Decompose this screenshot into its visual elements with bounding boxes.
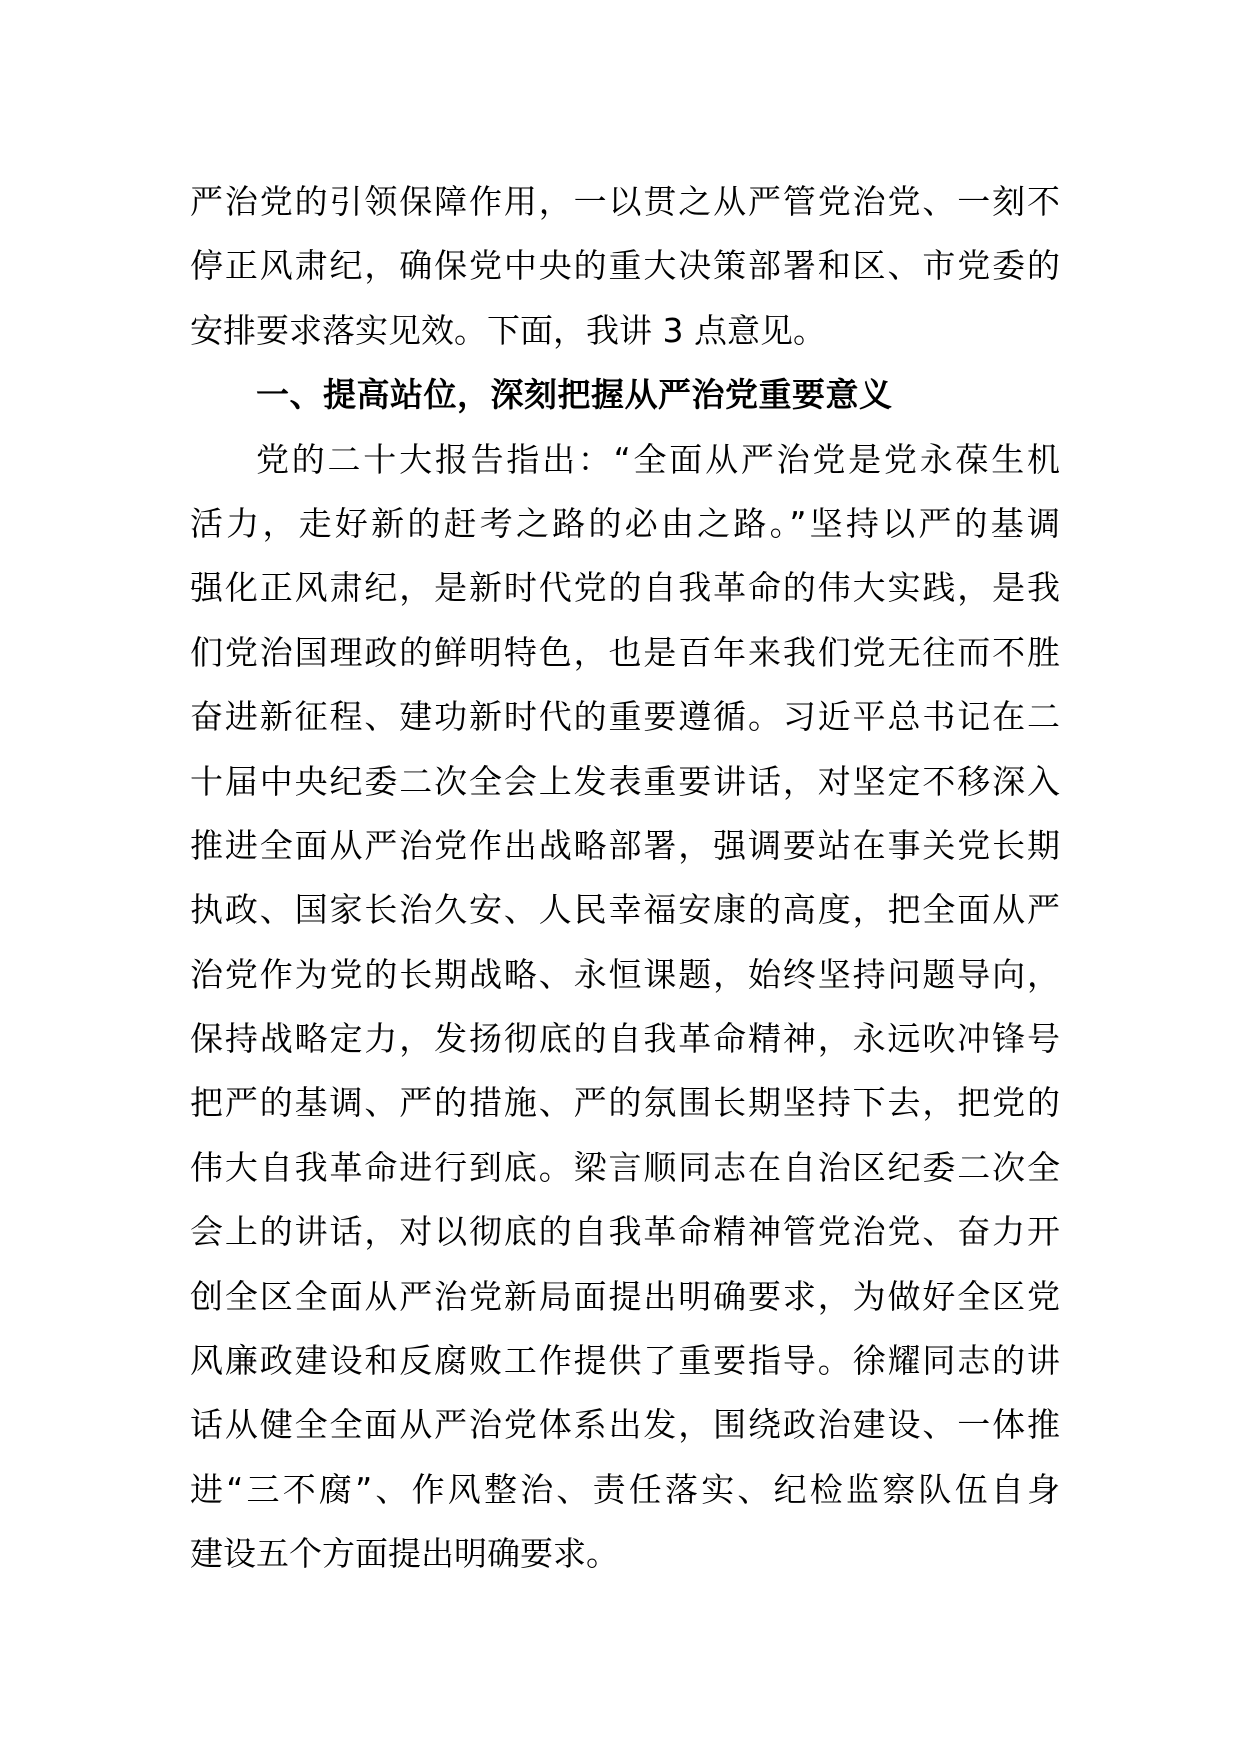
section-heading: 一、提高站位，深刻把握从严治党重要意义	[256, 375, 893, 415]
text-line: 执政、国家长治久安、人民幸福安康的高度，把全面从严	[190, 890, 1060, 930]
text-line: 风廉政建设和反腐败工作提供了重要指导。徐耀同志的讲	[190, 1341, 1060, 1381]
text-line: 治党作为党的长期战略、永恒课题，始终坚持问题导向，	[190, 954, 1060, 994]
document-body	[190, 170, 1060, 1587]
text-line: 伟大自我革命进行到底。梁言顺同志在自治区纪委二次全	[190, 1147, 1060, 1187]
text-line: 党的二十大报告指出：“全面从严治党是党永葆生机	[256, 439, 1060, 479]
text-line: 活力，走好新的赶考之路的必由之路。”坚持以严的基调	[190, 503, 1060, 543]
text-line: 强化正风肃纪，是新时代党的自我革命的伟大实践，是我	[190, 568, 1060, 608]
text-line: 安排要求落实见效。下面，我讲 3 点意见。	[190, 310, 826, 350]
text-line: 会上的讲话，对以彻底的自我革命精神管党治党、奋力开	[190, 1212, 1060, 1252]
text-line: 十届中央纪委二次全会上发表重要讲话，对坚定不移深入	[190, 761, 1060, 801]
text-line: 创全区全面从严治党新局面提出明确要求，为做好全区党	[190, 1276, 1060, 1316]
text-line: 严治党的引领保障作用，一以贯之从严管党治党、一刻不	[190, 182, 1060, 221]
text-line: 停正风肃纪，确保党中央的重大决策部署和区、市党委的	[190, 246, 1060, 286]
text-line: 们党治国理政的鲜明特色，也是百年来我们党无往而不胜	[190, 632, 1060, 672]
text-line: 建设五个方面提出明确要求。	[190, 1534, 619, 1574]
text-line: 话从健全全面从严治党体系出发，围绕政治建设、一体推	[190, 1405, 1060, 1445]
text-line: 奋进新征程、建功新时代的重要遵循。习近平总书记在二	[190, 697, 1060, 737]
text-line: 保持战略定力，发扬彻底的自我革命精神，永远吹冲锋号	[190, 1019, 1060, 1059]
text-line: 把严的基调、严的措施、严的氛围长期坚持下去，把党的	[190, 1083, 1060, 1123]
text-line: 推进全面从严治党作出战略部署，强调要站在事关党长期	[190, 825, 1060, 865]
text-line: 进“三不腐”、作风整治、责任落实、纪检监察队伍自身	[190, 1469, 1060, 1509]
